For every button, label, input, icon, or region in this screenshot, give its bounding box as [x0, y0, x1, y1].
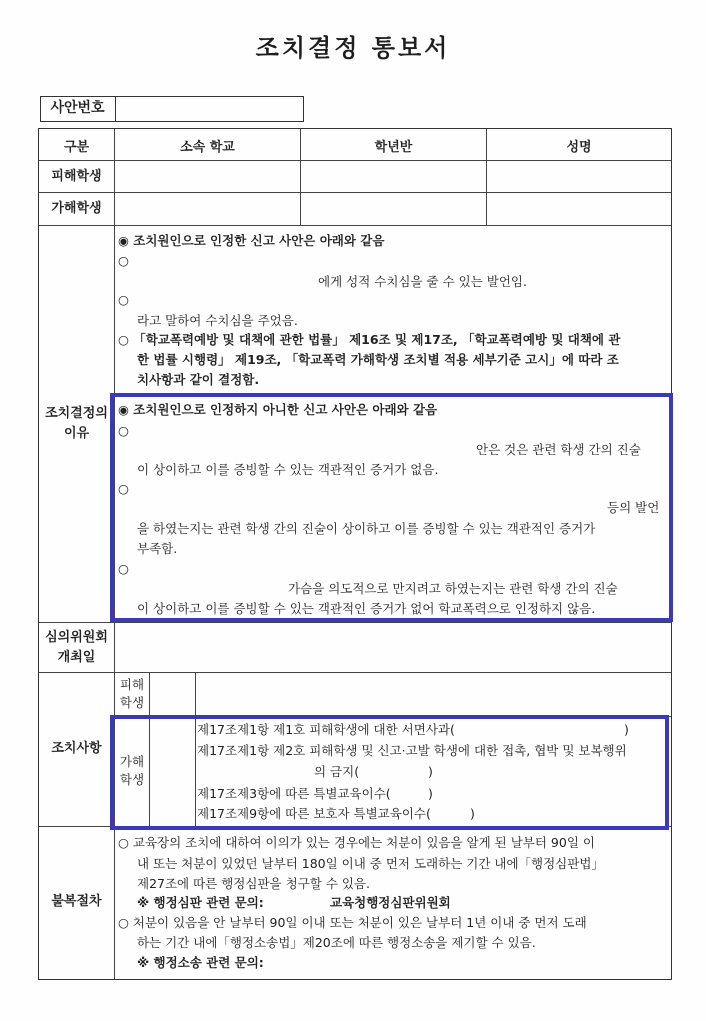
offender-name-field[interactable]: [488, 194, 670, 223]
measures-label: 조치사항: [51, 741, 102, 756]
recognized-item-b: 라고 말하여 수치심을 주었음.: [137, 313, 298, 328]
offender-measures-label-line: 가해: [119, 754, 145, 769]
measure-close-paren: ): [428, 764, 433, 779]
reason-label: [39, 404, 114, 444]
not-recognized-item-a-line: 이 상이하고 이를 증빙할 수 있는 객관적인 증거가 없음.: [137, 462, 439, 477]
measure-guardian-education: 제17조제9항에 따른 보호자 특별교육이수(: [197, 806, 431, 821]
appeal-lawsuit-line: ○ 처분이 있음을 안 날부터 90일 이내 또는 처분이 있은 날부터 1년 이내 중 먼저 도래: [118, 915, 587, 930]
meeting-date-label-line: 개최일: [57, 650, 96, 665]
row-divider: [39, 225, 671, 226]
measure-contact-ban-line: 제17조제1항 제2호 피해학생 및 신고·고발 학생에 대한 접촉, 협박 및 보복행위: [197, 743, 627, 758]
not-recognized-item-a-line: 안은 것은 관련 학생 간의 진술: [476, 442, 641, 457]
offender-school-field[interactable]: [116, 194, 298, 223]
header-class: 학년반: [374, 140, 413, 155]
offender-class-field[interactable]: [302, 194, 484, 223]
case-number-label: 사안번호: [40, 96, 116, 122]
offender-row-label: 가해학생: [51, 201, 102, 216]
highlight-box-reasons: [110, 393, 673, 622]
victim-name-field[interactable]: [488, 162, 670, 190]
meeting-date-field[interactable]: [116, 624, 670, 670]
reason-label-line: 이유: [63, 426, 90, 441]
appeal-admin-line: ○ 교육장의 조치에 대하여 이의가 있는 경우에는 처분이 있음을 알게 된 날부터 90일 이: [118, 835, 595, 850]
appeal-admin-line: 내 또는 처분이 있었던 날부터 180일 이내 중 먼저 도래하는 기간 내에「행정심판법」: [137, 856, 604, 871]
victim-school-field[interactable]: [116, 162, 298, 190]
measure-close-paren: ): [624, 722, 629, 737]
victim-measures-field[interactable]: [197, 674, 669, 715]
victim-measures-label-line: 학생: [119, 695, 145, 710]
appeal-admin-line: 제27조에 따른 행정심판을 청구할 수 있음.: [137, 876, 370, 891]
victim-row-label: 피해학생: [51, 169, 102, 184]
recognized-item-a: 에게 성적 수치심을 줄 수 있는 발언임.: [318, 274, 527, 289]
recognized-item-c-line: 치사항과 같이 결정함.: [137, 372, 260, 387]
meeting-date-label-line: 심의위원회: [45, 630, 108, 645]
offender-measures-label-line: 학생: [119, 772, 145, 787]
recognized-item-c-line: 한 법률 시행령」 제19조, 「학교폭력 가해학생 조치별 적용 세부기준 고시」에 따라 조: [137, 352, 619, 367]
measure-close-paren: ): [428, 786, 433, 801]
not-recognized-item-b-line: 등의 발언: [607, 500, 660, 515]
not-recognized-item-b-line: 을 하였는지는 관련 학생 간의 진술이 상이하고 이를 증빙할 수 있는 객관적인 증거가: [137, 521, 596, 536]
not-recognized-item-b-line: 부족함.: [137, 541, 178, 556]
highlight-box-measures: [110, 715, 669, 830]
bullet: ○: [118, 253, 129, 268]
measure-written-apology: 제17조제1항 제1호 피해학생에 대한 서면사과(: [197, 722, 455, 737]
victim-measures-label: [115, 676, 149, 712]
bullet: ○: [118, 423, 129, 438]
bullet: ○: [118, 481, 129, 496]
section-not-recognized-heading: ◉ 조치원인으로 인정하지 아니한 신고 사안은 아래와 같음: [118, 402, 438, 417]
section-recognized-heading: ◉ 조치원인으로 인정한 신고 사안은 아래와 같음: [118, 233, 385, 248]
bullet: ○: [118, 561, 129, 576]
bullet: ○: [118, 292, 129, 307]
recognized-item-c-line: ○ 「학교폭력예방 및 대책에 관한 법률」 제16조 및 제17조, 「학교폭력예방 및 대책에 관: [118, 332, 621, 347]
case-number-field[interactable]: [117, 97, 303, 121]
appeal-lawsuit-line: 하는 기간 내에「행정소송법」제20조에 따른 행정소송을 제기할 수 있음.: [137, 935, 536, 950]
header-name: 성명: [566, 140, 592, 155]
appeal-admin-note-value: 교육청행정심판위원회: [330, 895, 451, 910]
header-category: 구분: [63, 140, 90, 155]
victim-class-field[interactable]: [302, 162, 484, 190]
not-recognized-item-c-line: 가슴을 의도적으로 만지려고 하였는지는 관련 학생 간의 진술: [288, 581, 618, 596]
not-recognized-item-c-line: 이 상이하고 이를 증빙할 수 있는 객관적인 증거가 없어 학교폭력으로 인정하지 않음.: [137, 601, 596, 616]
row-divider: [39, 622, 671, 623]
reason-label-line: 조치결정의: [45, 406, 108, 421]
appeal-admin-note-label: ※ 행정심판 관련 문의:: [137, 895, 264, 910]
victim-measures-label-line: 피해: [119, 677, 145, 692]
measure-close-paren: ): [470, 806, 475, 821]
row-divider: [39, 160, 671, 161]
appeal-label: 불복절차: [51, 894, 102, 909]
measure-contact-ban-line: 의 금지(: [314, 764, 360, 779]
page-title: 조치결정 통보서: [255, 34, 451, 62]
header-school: 소속 학교: [180, 140, 235, 155]
appeal-lawsuit-note-label: ※ 행정소송 관련 문의:: [137, 955, 264, 970]
row-divider: [39, 192, 671, 193]
meeting-date-label: [39, 628, 114, 668]
row-divider: [39, 672, 671, 673]
measure-special-education: 제17조제3항에 따른 특별교육이수(: [197, 786, 391, 801]
